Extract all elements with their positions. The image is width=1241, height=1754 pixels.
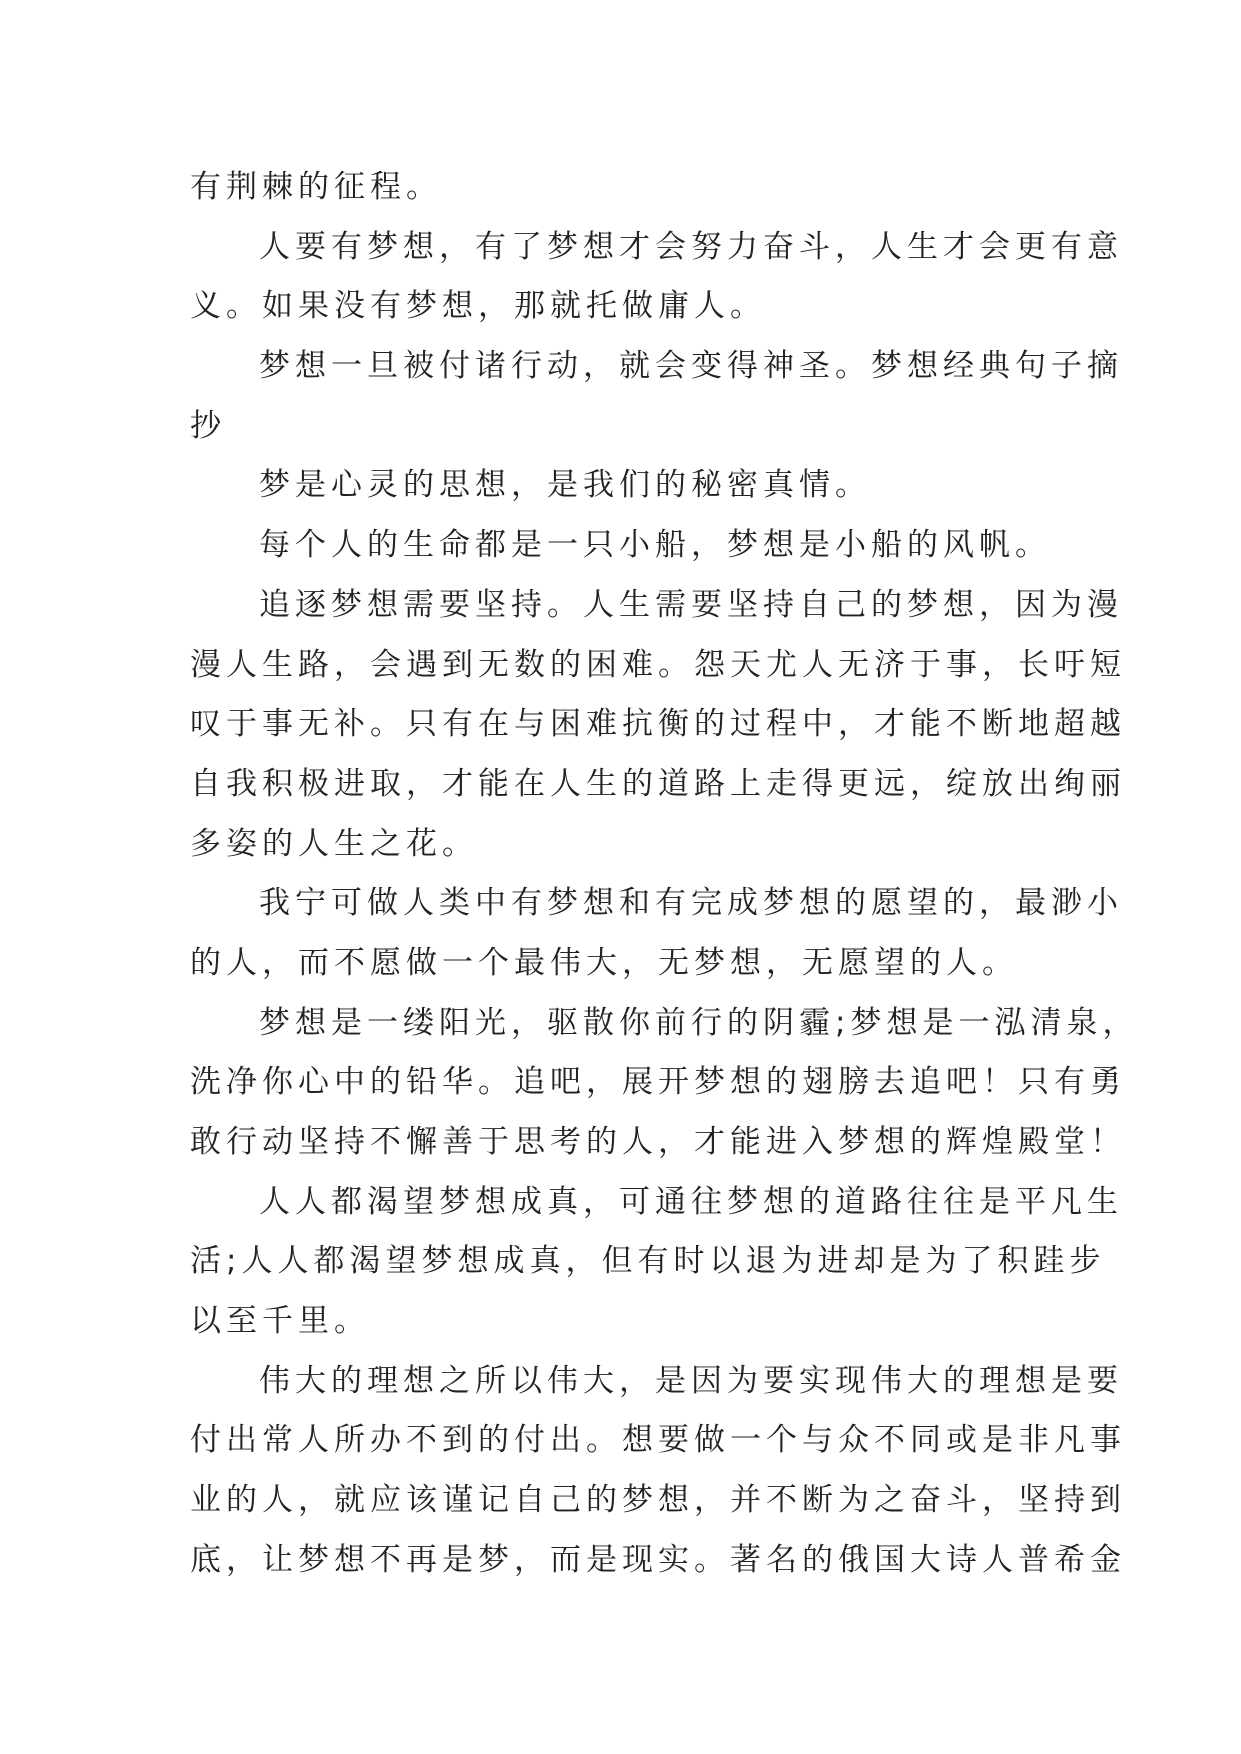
text-line: 敢行动坚持不懈善于思考的人，才能进入梦想的辉煌殿堂！ bbox=[190, 1124, 1126, 1160]
text-line: 多姿的人生之花。 bbox=[190, 825, 478, 862]
document-body bbox=[190, 158, 1139, 1591]
text-line: 洗净你心中的铅华。追吧，展开梦想的翅膀去追吧！只有勇 bbox=[190, 1064, 1126, 1101]
text-line: 叹于事无补。只有在与困难抗衡的过程中，才能不断地超越 bbox=[190, 706, 1126, 743]
text-line: 漫人生路，会遇到无数的困难。怨天尤人无济于事，长吁短 bbox=[190, 646, 1126, 683]
text-line: 义。如果没有梦想，那就托做庸人。 bbox=[190, 288, 766, 325]
text-line: 梦想一旦被付诸行动，就会变得神圣。梦想经典句子摘 bbox=[259, 348, 1123, 385]
text-line: 自我积极进取，才能在人生的道路上走得更远，绽放出绚丽 bbox=[190, 765, 1126, 802]
text-line: 有荆棘的征程。 bbox=[190, 169, 442, 205]
text-line: 业的人，就应该谨记自己的梦想，并不断为之奋斗，坚持到 bbox=[190, 1482, 1126, 1519]
text-line: 付出常人所办不到的付出。想要做一个与众不同或是非凡事 bbox=[190, 1422, 1126, 1459]
text-line: 抄 bbox=[190, 407, 226, 444]
text-line: 梦是心灵的思想，是我们的秘密真情。 bbox=[259, 467, 871, 504]
text-line: 人人都渴望梦想成真，可通往梦想的道路往往是平凡生 bbox=[259, 1183, 1123, 1220]
text-line: 底，让梦想不再是梦，而是现实。著名的俄国大诗人普希金 bbox=[190, 1541, 1126, 1578]
text-line: 的人，而不愿做一个最伟大，无梦想，无愿望的人。 bbox=[190, 944, 1018, 981]
text-line: 伟大的理想之所以伟大，是因为要实现伟大的理想是要 bbox=[259, 1362, 1123, 1399]
text-line: 以至千里。 bbox=[190, 1303, 370, 1340]
text-line: 梦想是一缕阳光，驱散你前行的阴霾;梦想是一泓清泉， bbox=[259, 1004, 1139, 1041]
text-line: 追逐梦想需要坚持。人生需要坚持自己的梦想，因为漫 bbox=[259, 586, 1123, 623]
text-line: 人要有梦想，有了梦想才会努力奋斗，人生才会更有意 bbox=[259, 228, 1123, 265]
text-line: 每个人的生命都是一只小船，梦想是小船的风帆。 bbox=[259, 527, 1051, 564]
text-line: 我宁可做人类中有梦想和有完成梦想的愿望的，最渺小 bbox=[259, 885, 1123, 922]
text-line: 活;人人都渴望梦想成真，但有时以退为进却是为了积跬步 bbox=[190, 1243, 1106, 1280]
